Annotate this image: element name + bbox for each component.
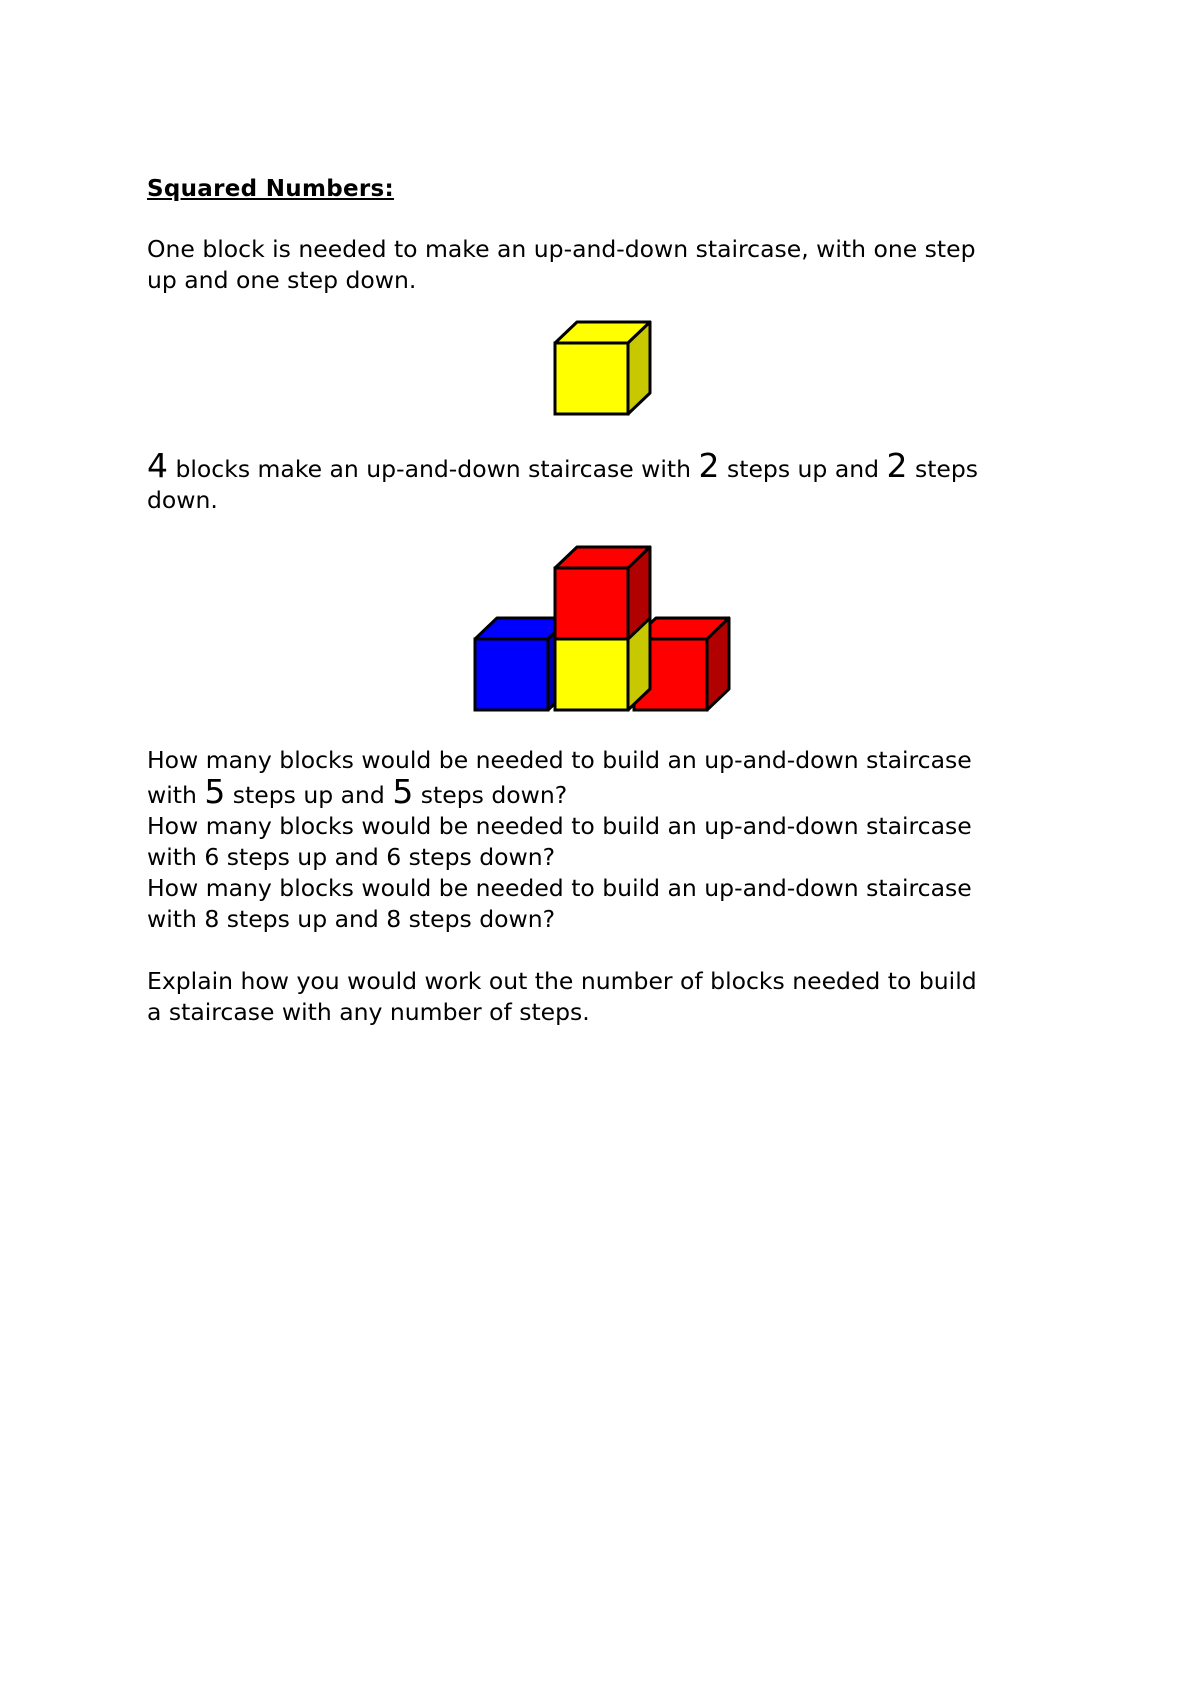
number-four: 4 [147, 446, 168, 485]
explain-line-1: Explain how you would work out the number of blocks needed to build [147, 967, 977, 995]
staircase-figure [470, 543, 740, 713]
explain-paragraph [147, 966, 1067, 1028]
four-blocks-paragraph [147, 446, 1067, 516]
intro-line-2: up and one step down. [147, 266, 417, 294]
number-five: 5 [204, 772, 226, 811]
question-1-line-2: with 5 steps up and 5 steps down? [147, 772, 568, 811]
intro-paragraph [147, 234, 1067, 296]
page-title: Squared Numbers: [147, 176, 395, 202]
yellow-cube [555, 322, 650, 414]
single-cube-figure [553, 320, 653, 416]
explain-line-2: a staircase with any number of steps. [147, 998, 590, 1026]
four-blocks-line-2: down. [147, 486, 218, 514]
four-blocks-line-1: 4 blocks make an up-and-down staircase with 2 steps up and 2 steps [147, 446, 979, 485]
question-3-line-2: with 8 steps up and 8 steps down? [147, 905, 556, 933]
questions-paragraph [147, 745, 1067, 935]
question-2-line-1: How many blocks would be needed to build an up-and-down staircase [147, 812, 972, 840]
number-five: 5 [392, 772, 414, 811]
red-cube-top [555, 547, 650, 639]
number-two: 2 [886, 446, 908, 485]
number-two: 2 [698, 446, 720, 485]
question-2-line-2: with 6 steps up and 6 steps down? [147, 843, 556, 871]
question-1-line-1: How many blocks would be needed to build an up-and-down staircase [147, 746, 972, 774]
question-3-line-1: How many blocks would be needed to build an up-and-down staircase [147, 874, 972, 902]
intro-line-1: One block is needed to make an up-and-down staircase, with one step [147, 235, 976, 263]
